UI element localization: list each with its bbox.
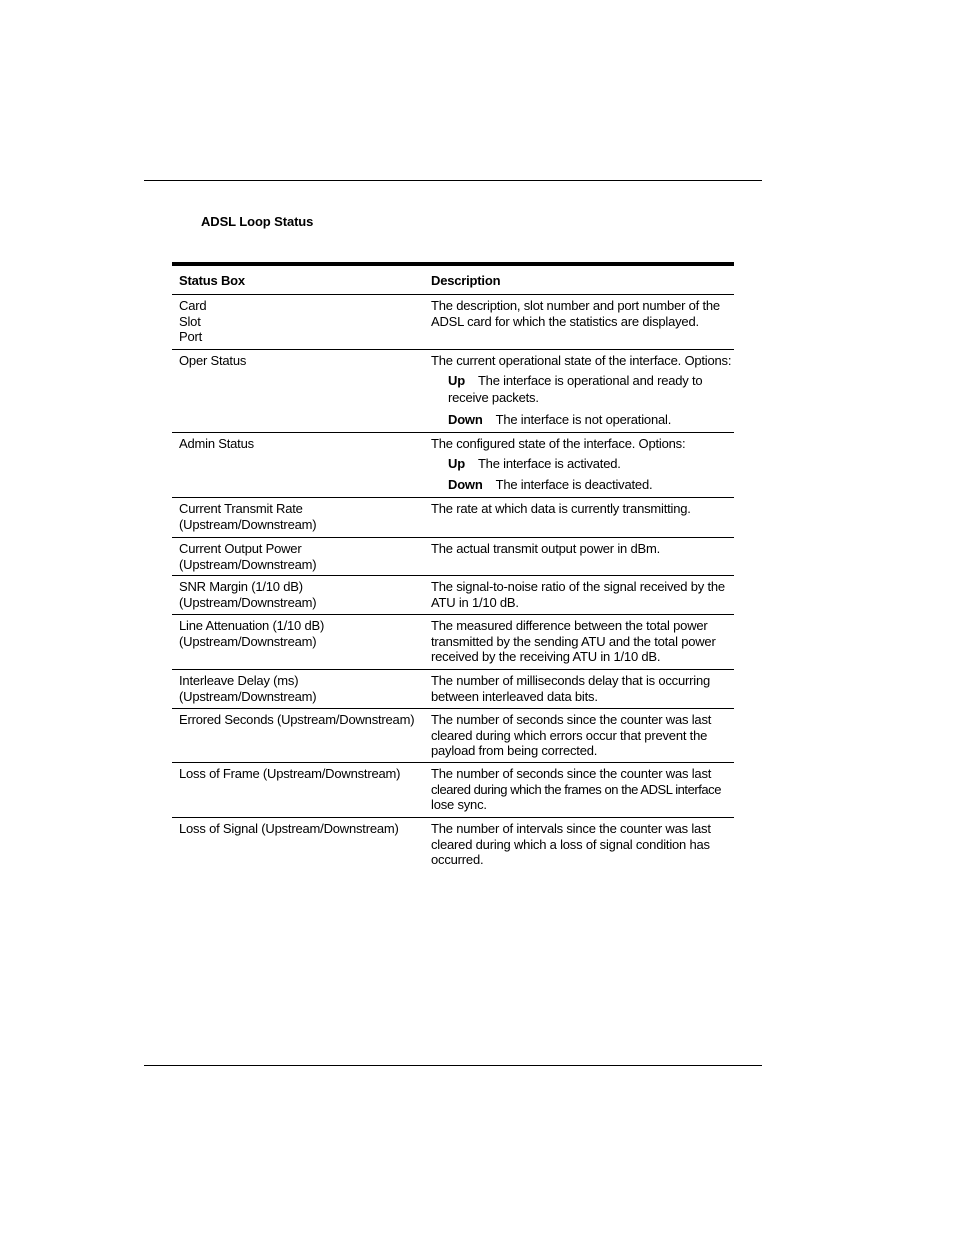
table-row: [172, 709, 734, 763]
status-box-cell: SNR Margin (1/10 dB) (Upstream/Downstream): [179, 579, 317, 610]
section-title: ADSL Loop Status: [201, 214, 314, 229]
table-header: [172, 266, 734, 295]
bottom-rule: [144, 1065, 762, 1066]
table-row: [172, 818, 734, 872]
option-down: Down The interface is deactivated.: [448, 477, 653, 493]
status-box-cell: Current Transmit Rate (Upstream/Downstream): [179, 501, 317, 532]
table-row: [172, 615, 734, 670]
table-row: [172, 670, 734, 709]
description-cell: The description, slot number and port number of the ADSL card for which the statistics are displayed.: [431, 298, 720, 329]
status-box-cell: Loss of Frame (Upstream/Downstream): [179, 766, 401, 781]
description-cell: The number of seconds since the counter was last cleared during which errors occur that prevent the payload from being corrected.: [431, 712, 712, 759]
status-box-cell: Current Output Power (Upstream/Downstream): [179, 541, 317, 572]
table-row: [172, 350, 734, 433]
status-box-cell: Card Slot Port: [179, 298, 207, 345]
status-box-cell: Oper Status: [179, 353, 247, 368]
description-cell: The measured difference between the total power transmitted by the sending ATU and the total power received by the receiving ATU in 1/10 dB.: [431, 618, 716, 665]
status-box-cell: Loss of Signal (Upstream/Downstream): [179, 821, 399, 836]
header-description: Description: [431, 272, 501, 288]
description-cell: The configured state of the interface. Options: Up The interface is activated. Down The interface is deactivated.: [425, 433, 734, 497]
description-cell: The actual transmit output power in dBm.: [431, 541, 661, 556]
option-down: Down The interface is not operational.: [448, 411, 672, 427]
status-table: [172, 262, 734, 872]
option-up: Up The interface is activated.: [448, 455, 621, 471]
status-box-cell: Admin Status: [179, 436, 254, 451]
top-rule: [144, 180, 762, 181]
description-cell: The rate at which data is currently transmitting.: [431, 501, 691, 516]
option-up: Up The interface is operational and ready to receive packets.: [448, 372, 703, 406]
table-row: [172, 433, 734, 498]
status-box-cell: Interleave Delay (ms) (Upstream/Downstream): [179, 673, 317, 704]
description-cell: The number of intervals since the counter was last cleared during which a loss of signal condition has occurred.: [431, 821, 711, 868]
description-cell: The number of seconds since the counter was last cleared during which the frames on the ADSL interface lose sync.: [431, 766, 722, 813]
status-box-cell: Errored Seconds (Upstream/Downstream): [179, 712, 415, 727]
description-cell: The current operational state of the interface. Options: Up The interface is operational and ready to receive packets. Down The interface is not operational.: [431, 353, 732, 427]
table-row: [172, 498, 734, 538]
table-row: [172, 538, 734, 576]
table-row: [172, 576, 734, 615]
table-row: [172, 763, 734, 818]
description-cell: The signal-to-noise ratio of the signal received by the ATU in 1/10 dB.: [431, 579, 725, 610]
description-cell: The number of milliseconds delay that is occurring between interleaved data bits.: [431, 673, 711, 704]
status-box-cell: Line Attenuation (1/10 dB) (Upstream/Downstream): [179, 618, 325, 649]
header-status-box: Status Box: [179, 272, 245, 288]
table-row: [172, 295, 734, 350]
